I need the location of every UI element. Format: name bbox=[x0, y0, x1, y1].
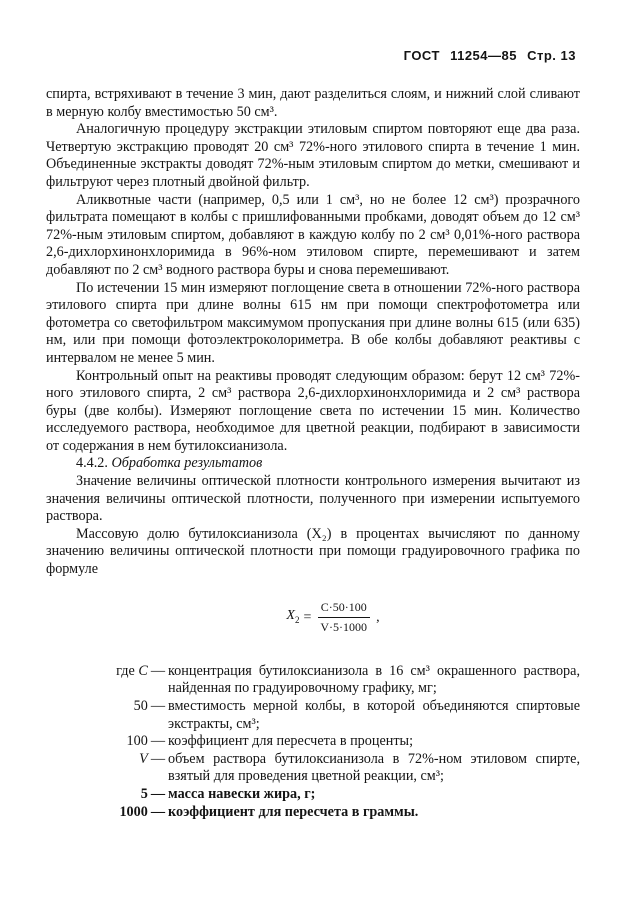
legend-symbol-wrap bbox=[46, 733, 168, 751]
legend-symbol-wrap bbox=[46, 786, 168, 804]
legend-symbol: 100 bbox=[126, 733, 148, 750]
legend-dash: — bbox=[150, 733, 165, 750]
legend-symbol-wrap bbox=[46, 663, 168, 698]
legend-dash: — bbox=[150, 785, 165, 802]
page-header bbox=[398, 48, 576, 63]
standard-number: 11254—85 bbox=[450, 48, 517, 63]
formula-lhs bbox=[286, 607, 299, 629]
legend-dash: — bbox=[150, 803, 165, 820]
legend-symbol-wrap bbox=[46, 751, 168, 786]
legend-symbol-wrap bbox=[46, 698, 168, 733]
formula-denominator: V·5·1000 bbox=[320, 620, 368, 635]
legend-text: вместимость мерной колбы, в которой объединяются спиртовые экстракты, см³; bbox=[168, 698, 580, 732]
legend-item bbox=[46, 663, 580, 698]
legend-item bbox=[46, 698, 580, 733]
page-number: Стр. 13 bbox=[527, 48, 576, 63]
paragraph: Значение величины оптической плотности контрольного измерения вычитают из значения величины оптической плотности, полученного при измерении испытуемого раствора. bbox=[46, 473, 580, 525]
paragraph: Аналогичную процедуру экстракции этиловым спиртом повторяют еще два раза. Четвертую экстракцию проводят 20 см³ 72%-ного этилового спирта в течение 1 мин. Объединенные экстракты доводят 72%-ным этиловым спиртом до метки, смешивают и фильтруют через плотный двойной фильтр. bbox=[46, 121, 580, 190]
legend-item bbox=[46, 804, 580, 822]
paragraph: Контрольный опыт на реактивы проводят следующим образом: берут 12 см³ 72%-ного этилового спирта, 2 см³ раствора 2,6-дихлорхинонхлоримида и 2 см³ раствора буры (две колбы). Измеряют поглощение света по истечении 15 мин. Количество исследуемого раствора, необходимое для цветной реакции, подбирают в зависимости от содержания в нем бутилоксианизола. bbox=[46, 367, 580, 454]
legend-symbol: 5 bbox=[140, 785, 148, 802]
legend-text: коэффициент для пересчета в проценты; bbox=[168, 733, 414, 750]
paragraph: спирта, встряхивают в течение 3 мин, дают разделиться слоям, и нижний слой сливают в мерную колбу вместимостью 50 см³. bbox=[46, 86, 580, 120]
legend-symbol: 50 bbox=[133, 698, 148, 714]
legend-dash: — bbox=[150, 662, 165, 679]
legend-item bbox=[46, 733, 580, 751]
subsection-heading bbox=[46, 455, 580, 473]
formula-trail: , bbox=[376, 609, 380, 625]
formula bbox=[86, 599, 580, 637]
legend-symbol: C bbox=[138, 662, 148, 679]
legend-dash: — bbox=[150, 698, 165, 714]
formula-numerator: C·50·100 bbox=[318, 599, 370, 619]
legend-item bbox=[46, 751, 580, 786]
legend-text: масса навески жира, г; bbox=[168, 785, 316, 802]
legend-symbol: 1000 bbox=[119, 803, 148, 820]
formula-var: X bbox=[286, 607, 295, 623]
paragraph: Массовую долю бутилоксианизола (X₂) в процентах вычисляют по данному значению величины оптической плотности при помощи градуировочного графика по формуле bbox=[46, 525, 580, 578]
subsection-title: Обработка результатов bbox=[111, 455, 263, 472]
legend-dash: — bbox=[150, 750, 165, 767]
formula-equals: = bbox=[303, 609, 312, 625]
body-text bbox=[46, 86, 580, 821]
legend-text: концентрация бутилоксианизола в 16 см³ окрашенного раствора, найденная по градуировочному графику, мг; bbox=[168, 662, 580, 697]
formula-legend bbox=[46, 663, 580, 821]
legend-symbol: V bbox=[139, 750, 148, 767]
formula-fraction bbox=[317, 599, 370, 637]
legend-symbol-wrap bbox=[46, 804, 168, 822]
paragraph: Аликвотные части (например, 0,5 или 1 см³, но не более 12 см³) прозрачного фильтрата помещают в колбы с пришлифованными пробками, доводят объем до 12 см³ 72%-ным этиловым спиртом, добавляют в каждую колбу по 2 см³ 0,01%-ного раствора 2,6-дихлорхинонхлоримида в 96%-ном этиловом спирте, перемешивают и затем добавляют по 2 см³ водного раствора буры и снова перемешивают. bbox=[46, 191, 580, 278]
legend-intro: где bbox=[116, 662, 135, 679]
formula-subscript: 2 bbox=[294, 614, 300, 625]
legend-text: коэффициент для пересчета в граммы. bbox=[168, 803, 419, 820]
paragraph: По истечении 15 мин измеряют поглощение света в отношении 72%-ного раствора этилового спирта при длине волны 615 нм при помощи спектрофотометра или фотометра со светофильтром максимумом пропускания при длине волны 615 (или 635) нм, или при помощи фотоэлектроколориметра. В обе колбы добавляют реактивы с интервалом не менее 5 мин. bbox=[46, 279, 580, 366]
legend-item bbox=[46, 786, 580, 804]
legend-text: объем раствора бутилоксианизола в 72%-ном этиловом спирте, взятый для проведения цветной реакции, см³; bbox=[168, 750, 580, 785]
standard-label: ГОСТ bbox=[403, 48, 440, 63]
subsection-number: 4.4.2. bbox=[76, 455, 108, 472]
